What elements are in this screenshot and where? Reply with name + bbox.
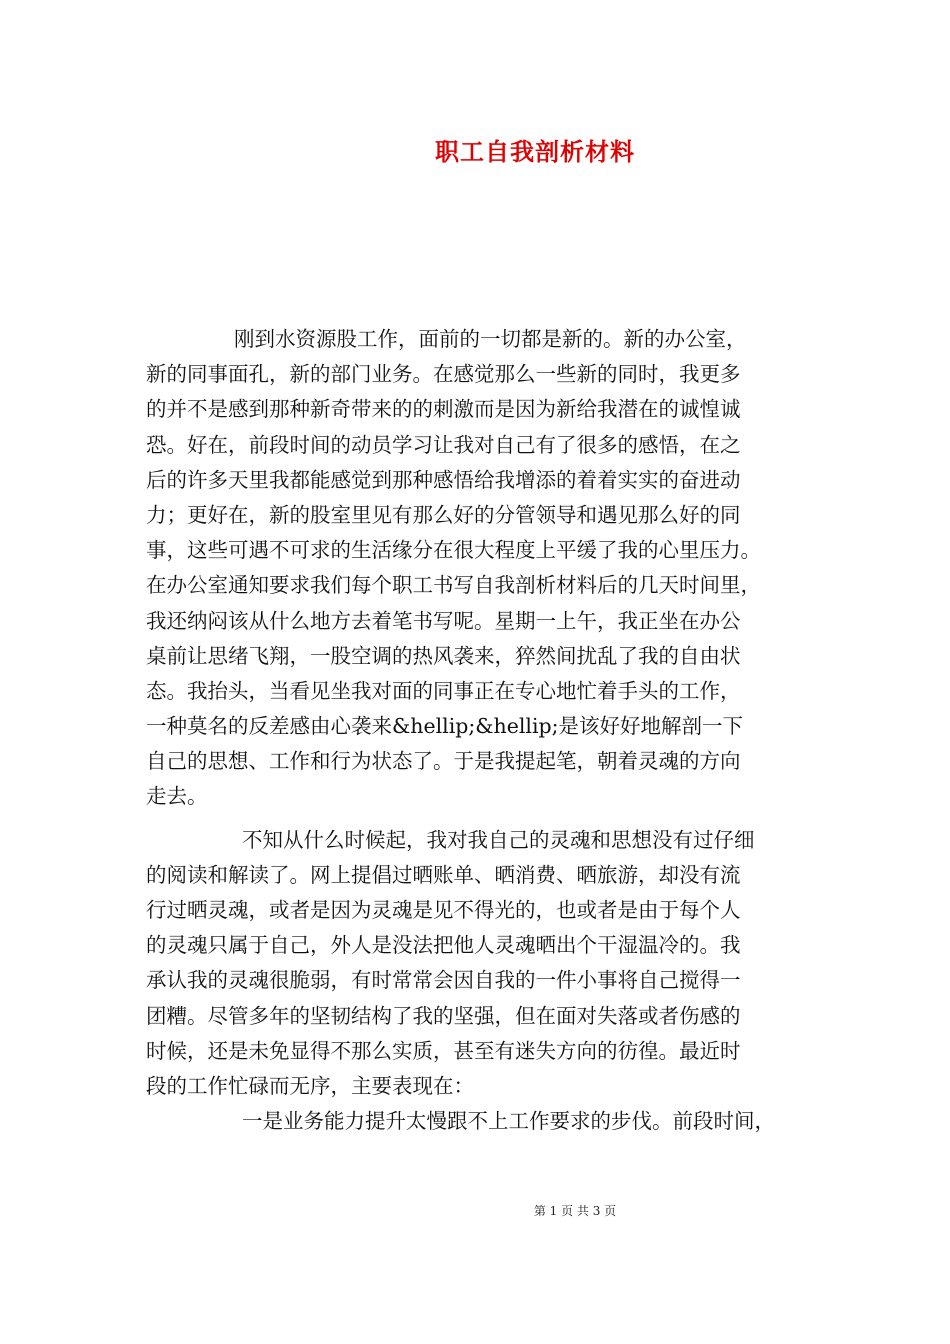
paragraph-2 bbox=[146, 823, 806, 1105]
text-line: 行过晒灵魂，或者是因为灵魂是见不得光的，也或者是由于每个人 bbox=[146, 898, 741, 922]
text-line: 事，这些可遇不可求的生活缘分在很大程度上平缓了我的心里压力。 bbox=[146, 538, 761, 563]
text-line: 一是业务能力提升太慢跟不上工作要求的步伐。前段时间， bbox=[242, 1109, 775, 1134]
text-line: 时候，还是未免显得不那么实质，甚至有迷失方向的彷徨。最近时 bbox=[146, 1038, 741, 1063]
page-number: 第 1 页 共 3 页 bbox=[533, 1204, 617, 1218]
text-line: 段的工作忙碌而无序，主要表现在： bbox=[146, 1073, 474, 1098]
text-line: 后的许多天里我都能感觉到那种感悟给我增添的着着实实的奋进动 bbox=[146, 467, 741, 492]
text-line: 刚到水资源股工作，面前的一切都是新的。新的办公室， bbox=[234, 327, 747, 351]
text-line: 承认我的灵魂很脆弱，有时常常会因自我的一件小事将自己搅得一 bbox=[146, 968, 741, 993]
document-title: 职工自我剖析材料 bbox=[435, 137, 635, 166]
text-line: 在办公室通知要求我们每个职工书写自我剖析材料后的几天时间里， bbox=[146, 573, 761, 598]
text-line: 恐。好在，前段时间的动员学习让我对自己有了很多的感悟，在之 bbox=[146, 432, 741, 457]
text-line: 力；更好在，新的股室里见有那么好的分管领导和遇见那么好的同 bbox=[146, 502, 741, 527]
text-line: 新的同事面孔，新的部门业务。在感觉那么一些新的同时，我更多 bbox=[146, 362, 741, 387]
text-line: 我还纳闷该从什么地方去着笔书写呢。星期一上午，我正坐在办公 bbox=[146, 608, 741, 633]
text-line: 团糟。尽管多年的坚韧结构了我的坚强，但在面对失落或者伤感的 bbox=[146, 1003, 741, 1028]
text-line: 走去。 bbox=[146, 784, 208, 809]
text-line: 桌前让思绪飞翔，一股空调的热风袭来，猝然间扰乱了我的自由状 bbox=[146, 643, 741, 668]
text-line: 态。我抬头，当看见坐我对面的同事正在专心地忙着手头的工作， bbox=[146, 678, 741, 703]
text-line: 自己的思想、工作和行为状态了。于是我提起笔，朝着灵魂的方向 bbox=[146, 749, 741, 774]
text-line: 一种莫名的反差感由心袭来&hellip;&hellip;是该好好地解剖一下 bbox=[146, 714, 744, 739]
text-line: 的灵魂只属于自己，外人是没法把他人灵魂晒出个干湿温冷的。我 bbox=[146, 933, 741, 958]
text-line: 的阅读和解读了。网上提倡过晒账单、晒消费、晒旅游，却没有流 bbox=[146, 862, 741, 887]
document-body bbox=[146, 322, 806, 1139]
paragraph-1 bbox=[146, 322, 806, 815]
text-line: 不知从什么时候起，我对我自己的灵魂和思想没有过仔细 bbox=[242, 827, 755, 852]
text-line: 的并不是感到那种新奇带来的的刺激而是因为新给我潜在的诚惶诚 bbox=[146, 397, 741, 422]
paragraph-3 bbox=[146, 1104, 806, 1139]
